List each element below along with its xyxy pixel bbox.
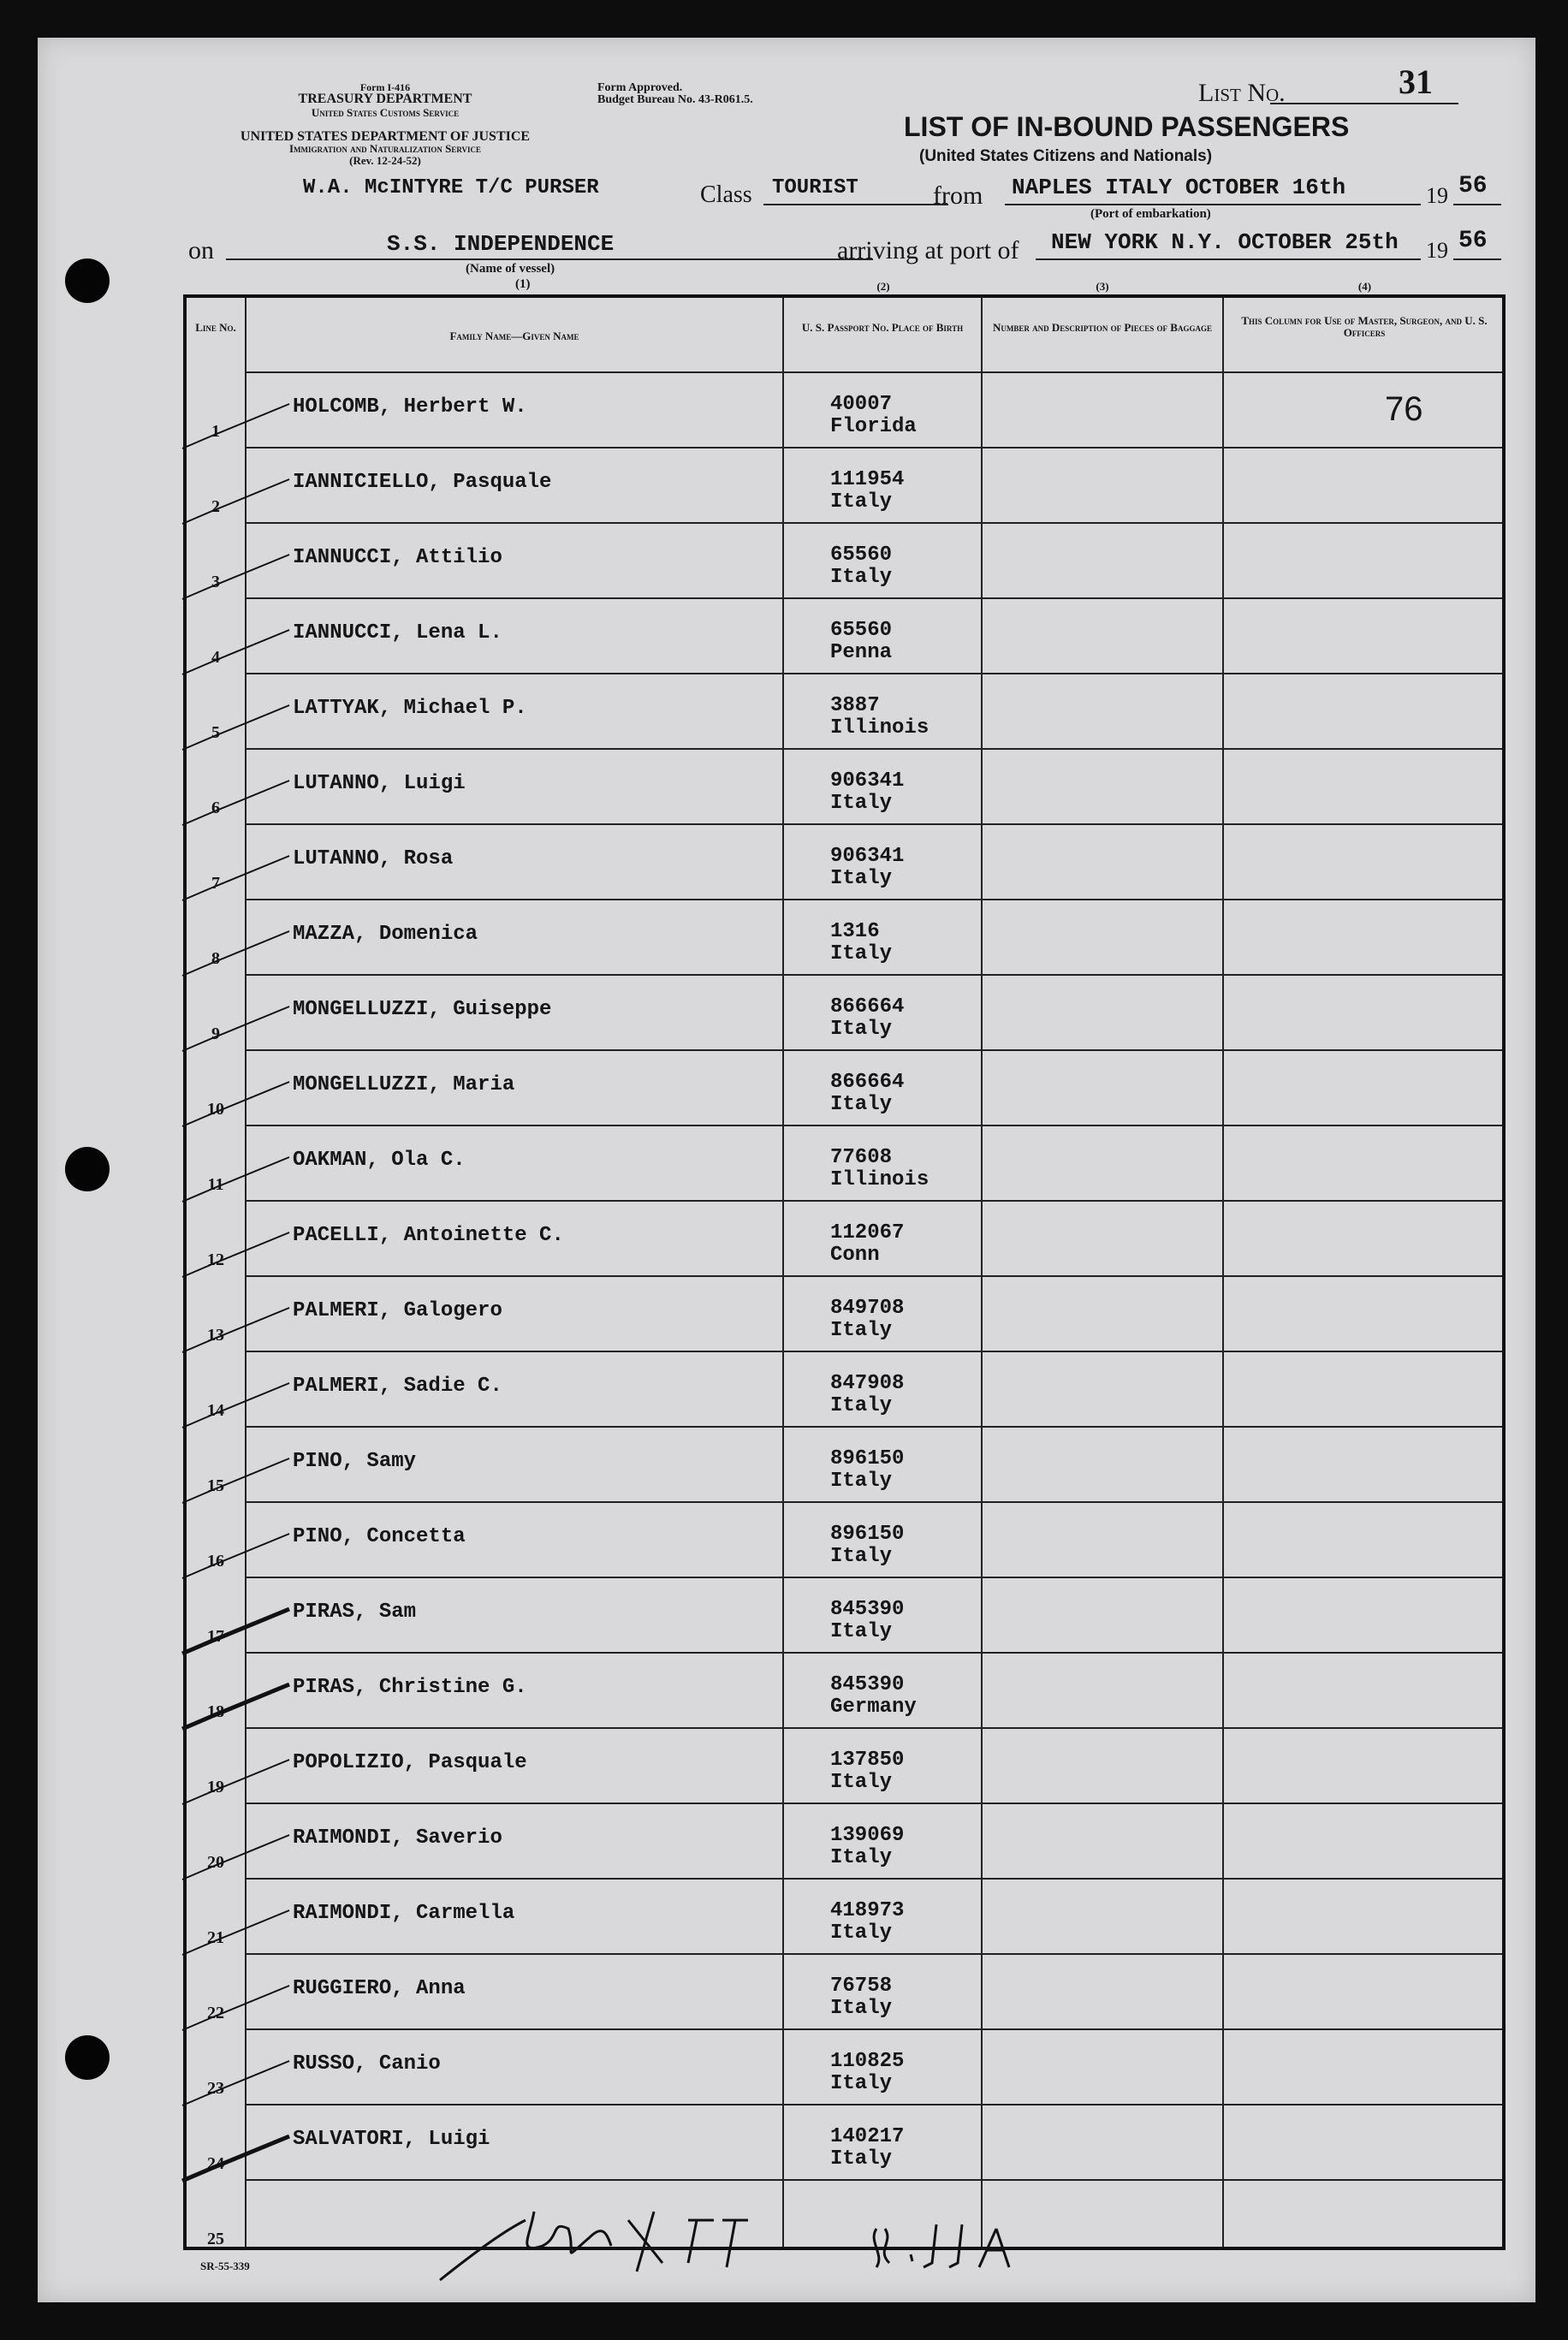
line-number: 2 <box>211 497 220 516</box>
line-number: 23 <box>207 2079 224 2098</box>
line-number: 17 <box>207 1627 224 1646</box>
line-number: 18 <box>207 1702 224 1721</box>
place-of-birth: Italy <box>830 490 893 514</box>
on-label: on <box>188 236 214 264</box>
passenger-name: RUSSO, Canio <box>293 2052 441 2076</box>
table-row <box>187 1878 1502 1953</box>
passenger-name: PIRAS, Christine G. <box>293 1676 527 1699</box>
line-number: 3 <box>211 573 220 591</box>
col-num-baggage: (3) <box>1096 280 1109 293</box>
passenger-name: LUTANNO, Luigi <box>293 772 466 795</box>
class-underline <box>763 204 948 205</box>
passport-number: 896150 <box>830 1447 905 1470</box>
passport-cell <box>830 846 904 890</box>
passenger-name: PINO, Concetta <box>293 1525 466 1548</box>
passport-number: 866664 <box>830 1071 905 1094</box>
passport-cell <box>830 2126 904 2171</box>
passport-cell <box>830 996 904 1041</box>
year-prefix: 19 <box>1426 183 1448 208</box>
place-of-birth: Penna <box>830 641 893 664</box>
passport-number: 866664 <box>830 995 905 1019</box>
table-row <box>187 1577 1502 1652</box>
table-row <box>187 1200 1502 1275</box>
arrival-year: 56 <box>1458 228 1488 254</box>
table-row <box>187 371 1502 447</box>
passenger-name: PIRAS, Sam <box>293 1601 417 1624</box>
place-of-birth: Italy <box>830 867 893 890</box>
table-row <box>187 673 1502 748</box>
form-number: Form I-416 <box>359 81 411 93</box>
arrival-port: NEW YORK N.Y. OCTOBER 25th <box>1051 229 1399 255</box>
table-row <box>187 2179 1502 2254</box>
handwritten-signature <box>431 2194 808 2289</box>
place-of-birth: Italy <box>830 792 893 815</box>
place-of-birth: Italy <box>830 1470 893 1493</box>
col-num-officers: (4) <box>1357 280 1372 293</box>
passport-cell <box>830 1825 904 1869</box>
passport-number: 110825 <box>830 2050 905 2073</box>
passport-number: 418973 <box>830 1899 905 1922</box>
passport-cell <box>830 620 892 664</box>
col-header-baggage: Number and Description of Pieces of Baggage <box>993 321 1212 334</box>
line-number: 5 <box>211 723 220 742</box>
passenger-name: MONGELLUZZI, Guiseppe <box>293 998 552 1021</box>
line-number: 1 <box>211 422 220 441</box>
passport-number: 3887 <box>830 694 880 717</box>
table-row <box>187 823 1502 899</box>
passport-number: 112067 <box>830 1221 905 1244</box>
passport-cell <box>830 1674 917 1719</box>
officer-note: 76 <box>1385 390 1423 428</box>
passport-number: 906341 <box>830 769 905 793</box>
place-of-birth: Italy <box>830 1394 893 1417</box>
punch-hole <box>65 2035 110 2080</box>
table-row <box>187 1953 1502 2028</box>
place-of-birth: Italy <box>830 1620 893 1643</box>
table-row <box>187 1125 1502 1200</box>
passenger-name: HOLCOMB, Herbert W. <box>293 395 527 419</box>
passport-number: 845390 <box>830 1673 905 1696</box>
vessel-underline <box>226 258 873 260</box>
col-header-name: Family Name—Given Name <box>449 330 579 342</box>
revision: (Rev. 12-24-52) <box>349 154 421 167</box>
passport-cell <box>830 469 904 514</box>
table-row <box>187 2104 1502 2179</box>
year-prefix-2: 19 <box>1426 238 1448 263</box>
passenger-name: RUGGIERO, Anna <box>293 1977 466 2000</box>
line-number: 12 <box>207 1250 224 1269</box>
table-row <box>187 1501 1502 1577</box>
place-of-birth: Italy <box>830 1846 893 1869</box>
line-number: 19 <box>207 1778 224 1797</box>
line-number: 16 <box>207 1552 224 1571</box>
passport-cell <box>830 1975 892 2020</box>
passport-number: 76758 <box>830 1975 893 1998</box>
passenger-name: MAZZA, Domenica <box>293 923 478 946</box>
table-row <box>187 899 1502 974</box>
passenger-name: LATTYAK, Michael P. <box>293 697 527 720</box>
line-number: 8 <box>211 949 220 968</box>
line-number: 10 <box>207 1100 224 1119</box>
passport-number: 40007 <box>830 393 893 416</box>
passport-cell <box>830 1147 929 1191</box>
list-title: LIST OF IN-BOUND PASSENGERS <box>904 111 1350 142</box>
justice-dept: UNITED STATES DEPARTMENT OF JUSTICE <box>240 129 531 144</box>
passport-number: 65560 <box>830 543 893 567</box>
line-number: 14 <box>207 1401 224 1420</box>
place-of-birth: Italy <box>830 2072 893 2095</box>
arriving-label: arriving at port of <box>837 236 1019 264</box>
line-number: 6 <box>211 799 220 817</box>
arrival-underline <box>1036 258 1421 260</box>
place-of-birth: Italy <box>830 566 893 589</box>
line-number: 13 <box>207 1326 224 1345</box>
punch-hole <box>65 258 110 303</box>
passport-number: 896150 <box>830 1523 905 1546</box>
passenger-name: IANNUCCI, Lena L. <box>293 621 502 644</box>
passport-cell <box>830 695 929 739</box>
year-underline-2 <box>1453 258 1501 260</box>
passenger-name: SALVATORI, Luigi <box>293 2128 490 2151</box>
place-of-birth: Italy <box>830 1093 893 1116</box>
table-row <box>187 522 1502 597</box>
passport-number: 140217 <box>830 2125 905 2148</box>
table-row <box>187 1351 1502 1426</box>
passport-cell <box>830 1373 904 1417</box>
class-label: Class <box>700 181 752 208</box>
class-value: TOURIST <box>772 176 858 199</box>
treasury-dept: TREASURY DEPARTMENT <box>298 92 472 106</box>
line-number: 21 <box>207 1928 224 1947</box>
table-row <box>187 1426 1502 1501</box>
passport-cell <box>830 394 917 438</box>
col-header-officers: This Column for Use of Master, Surgeon, and U. S. Officers <box>1241 314 1488 339</box>
line-number: 20 <box>207 1853 224 1872</box>
customs-service: United States Customs Service <box>311 106 460 119</box>
passport-number: 111954 <box>830 468 905 491</box>
passport-number: 77608 <box>830 1146 893 1169</box>
passenger-name: IANNICIELLO, Pasquale <box>293 471 552 494</box>
manifest-page <box>38 38 1535 2302</box>
table-row <box>187 2028 1502 2104</box>
passport-number: 849708 <box>830 1297 905 1320</box>
form-code: SR-55-339 <box>200 2260 250 2272</box>
place-of-birth: Illinois <box>830 716 930 739</box>
passenger-name: PALMERI, Galogero <box>293 1299 502 1322</box>
place-of-birth: Italy <box>830 1018 893 1041</box>
form-approved: Form Approved. <box>597 81 683 94</box>
purser: W.A. McINTYRE T/C PURSER <box>303 176 599 199</box>
table-row <box>187 1049 1502 1125</box>
list-no-underline <box>1270 103 1458 104</box>
place-of-birth: Italy <box>830 1921 893 1945</box>
passport-number: 65560 <box>830 619 893 642</box>
table-row <box>187 447 1502 522</box>
place-of-birth: Florida <box>830 415 917 438</box>
passport-cell <box>830 1072 904 1116</box>
table-row <box>187 974 1502 1049</box>
table-row <box>187 1727 1502 1803</box>
embark-port: NAPLES ITALY OCTOBER 16th <box>1012 175 1346 200</box>
passenger-name: LUTANNO, Rosa <box>293 847 454 870</box>
list-no-label: List No. <box>1198 79 1286 107</box>
table-row <box>187 1275 1502 1351</box>
line-number: 4 <box>211 648 220 667</box>
table-row <box>187 748 1502 823</box>
passenger-name: POPOLIZIO, Pasquale <box>293 1751 527 1774</box>
ins-service: Immigration and Naturalization Service <box>288 142 482 155</box>
passport-cell <box>830 1749 904 1794</box>
vessel-name: S.S. INDEPENDENCE <box>387 231 615 257</box>
passenger-name: RAIMONDI, Carmella <box>293 1902 515 1925</box>
line-number: 9 <box>211 1024 220 1043</box>
passport-number: 137850 <box>830 1749 905 1772</box>
line-number: 25 <box>207 2230 224 2248</box>
place-of-birth: Italy <box>830 1771 893 1794</box>
passport-number: 1316 <box>830 920 880 943</box>
passenger-name: PINO, Samy <box>293 1450 417 1473</box>
embark-year: 56 <box>1458 173 1488 199</box>
line-number: 15 <box>207 1476 224 1495</box>
vessel-caption: (Name of vessel) <box>466 262 555 276</box>
place-of-birth: Italy <box>830 1997 893 2020</box>
passport-number: 847908 <box>830 1372 905 1395</box>
place-of-birth: Illinois <box>830 1168 930 1191</box>
place-of-birth: Italy <box>830 1545 893 1568</box>
passport-cell <box>830 921 892 965</box>
passport-number: 845390 <box>830 1598 905 1621</box>
passport-cell <box>830 1298 904 1342</box>
passport-cell <box>830 1448 904 1493</box>
passenger-name: PALMERI, Sadie C. <box>293 1375 502 1398</box>
table-row <box>187 1652 1502 1727</box>
passport-cell <box>830 1222 904 1267</box>
embark-caption: (Port of embarkation) <box>1090 207 1211 221</box>
handwritten-initials <box>859 2194 1048 2280</box>
line-number: 24 <box>207 2154 224 2173</box>
passport-cell <box>830 770 904 815</box>
col-num-passport: (2) <box>876 280 890 293</box>
table-row <box>187 597 1502 673</box>
place-of-birth: Italy <box>830 942 893 965</box>
passenger-name: IANNUCCI, Attilio <box>293 546 502 569</box>
vessel-col-num: (1) <box>515 277 531 291</box>
passport-number: 139069 <box>830 1824 905 1847</box>
table-row <box>187 1803 1502 1878</box>
from-label: from <box>933 181 983 210</box>
col-header-line-no: Line No. <box>195 321 236 334</box>
passport-cell <box>830 2051 904 2095</box>
place-of-birth: Italy <box>830 1319 893 1342</box>
list-subtitle: (United States Citizens and Nationals) <box>919 147 1213 165</box>
passenger-name: OAKMAN, Ola C. <box>293 1149 466 1172</box>
passport-cell <box>830 1900 904 1945</box>
list-no-value: 31 <box>1399 62 1433 101</box>
col-header-passport: U. S. Passport No. Place of Birth <box>801 321 964 334</box>
budget-bureau: Budget Bureau No. 43-R061.5. <box>597 93 753 106</box>
passport-cell <box>830 544 892 589</box>
place-of-birth: Germany <box>830 1696 917 1719</box>
line-number: 22 <box>207 2004 224 2022</box>
year-underline <box>1453 204 1501 205</box>
place-of-birth: Italy <box>830 2147 893 2171</box>
passenger-name: MONGELLUZZI, Maria <box>293 1073 515 1096</box>
punch-hole <box>65 1147 110 1191</box>
passenger-table <box>183 280 1506 2250</box>
line-number: 11 <box>207 1175 224 1194</box>
passenger-name: RAIMONDI, Saverio <box>293 1826 502 1850</box>
passport-cell <box>830 1599 904 1643</box>
passport-number: 906341 <box>830 845 905 868</box>
from-underline <box>1005 204 1421 205</box>
place-of-birth: Conn <box>830 1244 880 1267</box>
passport-cell <box>830 1523 904 1568</box>
line-number: 7 <box>211 874 220 893</box>
passenger-name: PACELLI, Antoinette C. <box>293 1224 564 1247</box>
